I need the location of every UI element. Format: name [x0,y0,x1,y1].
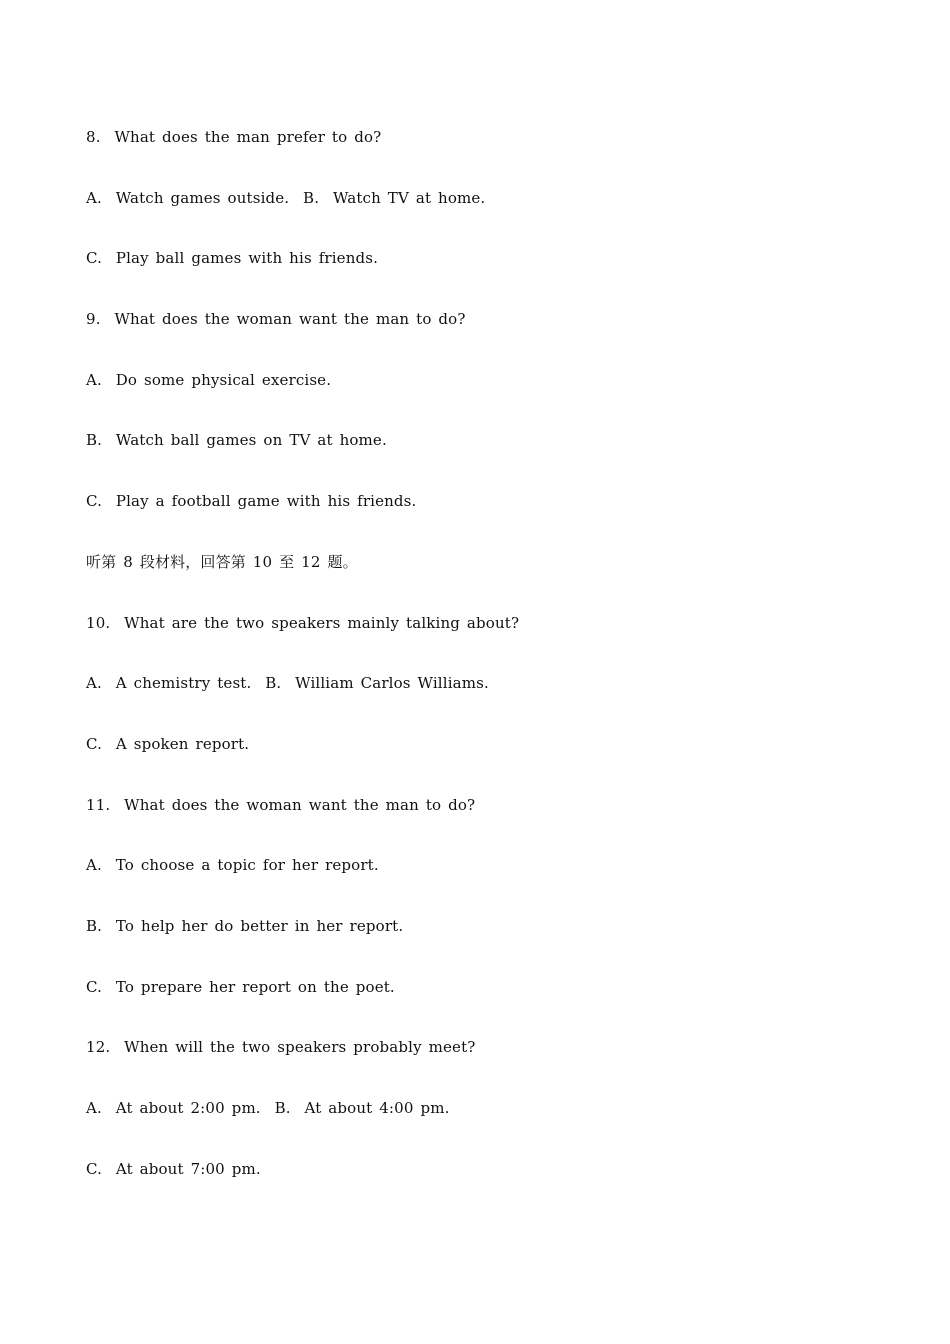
option-line-11-c: C. To prepare her report on the poet. [86,977,395,996]
option-line-10-c: C. A spoken report. [86,734,250,753]
option-line-9-a: A. Do some physical exercise. [86,370,332,389]
question-list [86,126,886,1218]
option-line-10-ab: A. A chemistry test. B. William Carlos Williams. [86,674,489,693]
option-line-12-ab: A. At about 2:00 pm. B. At about 4:00 pm. [86,1099,450,1117]
question-11: 11. What does the woman want the man to do? [86,795,476,814]
option-line-8-c: C. Play ball games with his friends. [86,249,379,268]
section-instruction: 听第 8 段材料，回答第 10 至 12 题。 [86,552,358,571]
option-line-12-c: C. At about 7:00 pm. [86,1159,261,1178]
option-line-8-ab: A. Watch games outside. B. Watch TV at home. [86,188,486,207]
option-line-11-b: B. To help her do better in her report. [86,916,404,935]
option-line-9-b: B. Watch ball games on TV at home. [86,431,387,450]
question-8: 8. What does the man prefer to do? [86,128,382,146]
question-9: 9. What does the woman want the man to do? [86,310,466,329]
option-line-11-a: A. To choose a topic for her report. [86,856,379,875]
question-10: 10. What are the two speakers mainly talking about? [86,613,520,632]
question-12: 12. When will the two speakers probably meet? [86,1038,476,1057]
option-line-9-c: C. Play a football game with his friends. [86,492,417,511]
